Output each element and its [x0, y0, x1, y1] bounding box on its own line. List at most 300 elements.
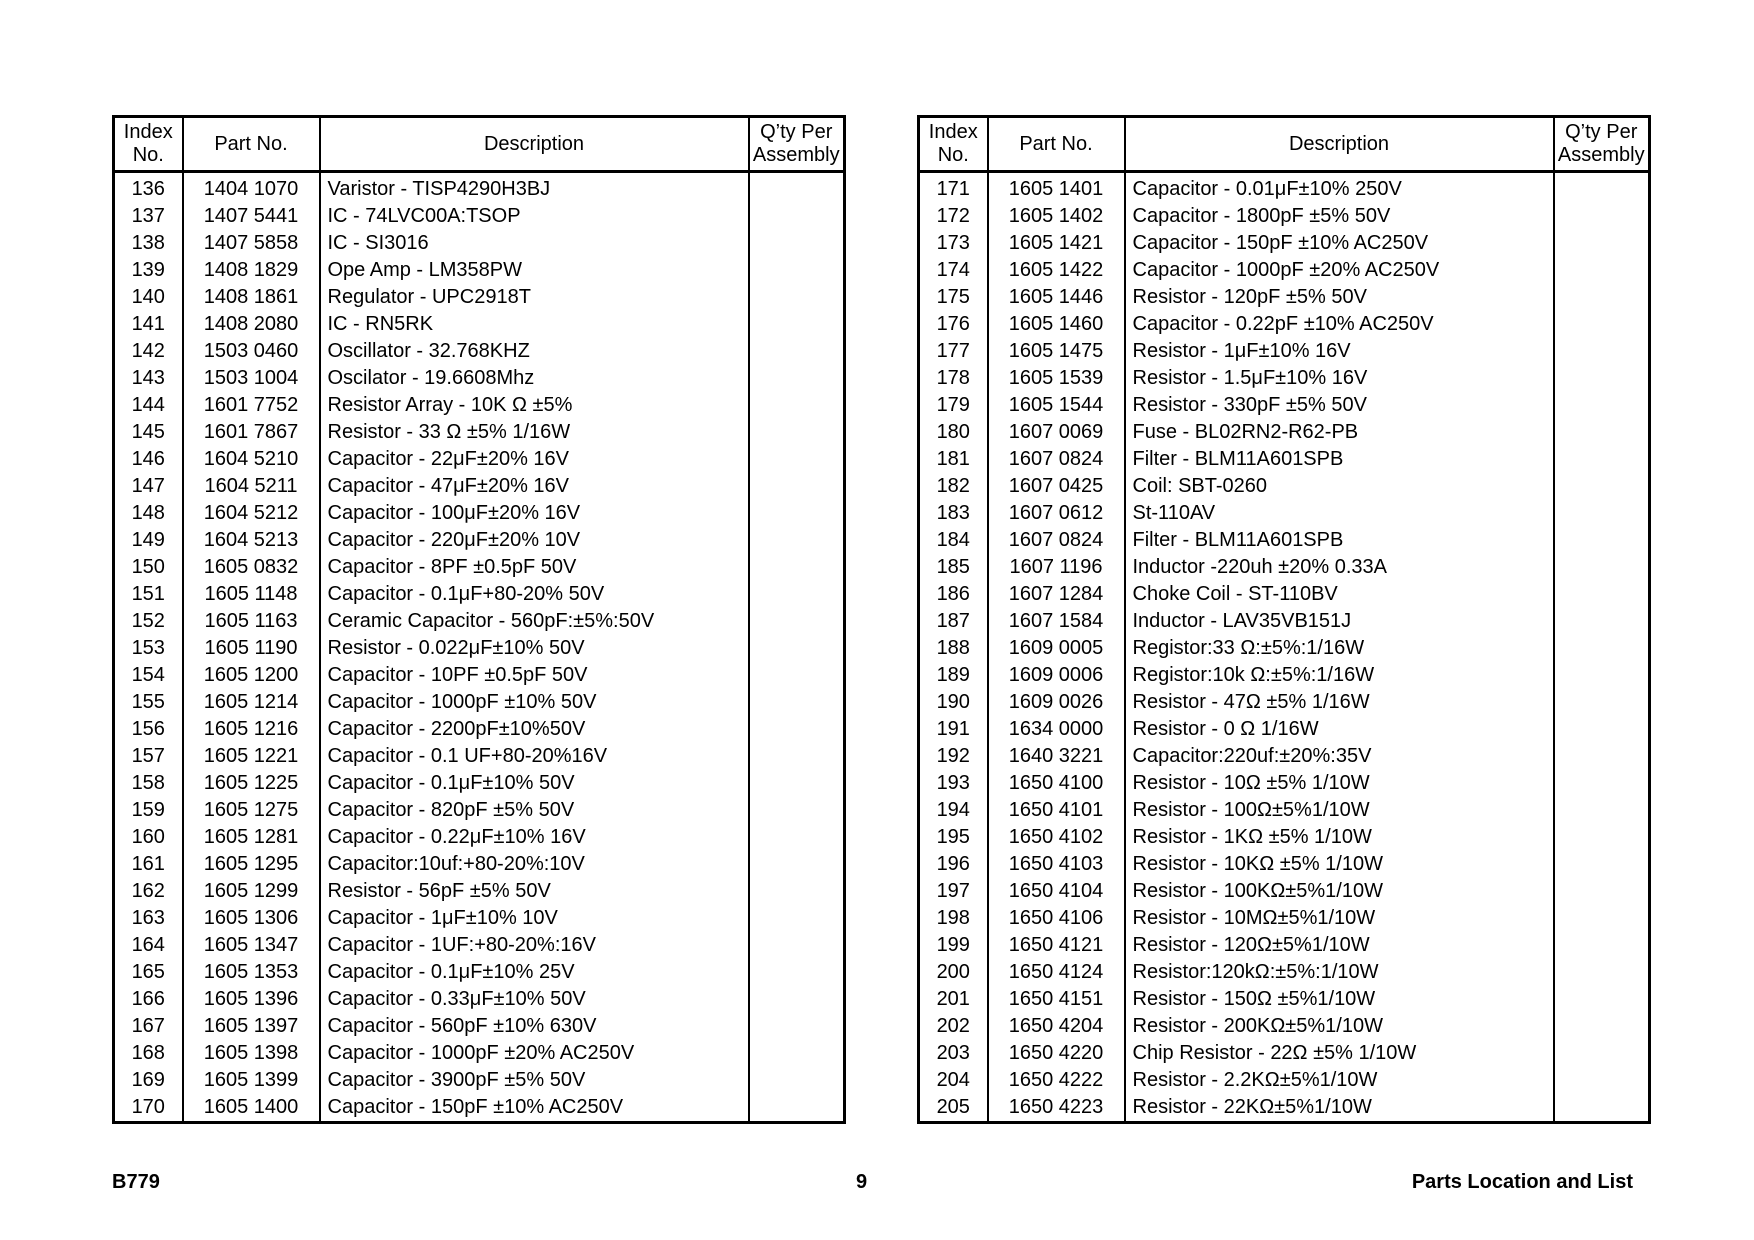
cell-description: Resistor Array - 10K Ω ±5% [320, 392, 749, 419]
cell-qty [749, 959, 845, 986]
cell-part-no: 1609 0026 [988, 689, 1125, 716]
cell-index-no: 168 [114, 1040, 183, 1067]
cell-part-no: 1607 0824 [988, 446, 1125, 473]
cell-qty [1554, 851, 1650, 878]
table-row [114, 172, 845, 204]
table-row [919, 527, 1650, 554]
cell-part-no: 1607 0824 [988, 527, 1125, 554]
cell-description: Capacitor - 3900pF ±5% 50V [320, 1067, 749, 1094]
table-row [114, 527, 845, 554]
table-row [114, 446, 845, 473]
cell-index-no: 155 [114, 689, 183, 716]
cell-qty [1554, 581, 1650, 608]
cell-description: Capacitor - 47μF±20% 16V [320, 473, 749, 500]
cell-description: Capacitor - 0.1μF+80-20% 50V [320, 581, 749, 608]
table-row [114, 878, 845, 905]
cell-description: St-110AV [1125, 500, 1554, 527]
cell-part-no: 1607 0612 [988, 500, 1125, 527]
table-row [114, 1013, 845, 1040]
cell-index-no: 190 [919, 689, 988, 716]
cell-index-no: 179 [919, 392, 988, 419]
cell-part-no: 1605 1214 [183, 689, 320, 716]
cell-part-no: 1605 1398 [183, 1040, 320, 1067]
header-part-no: Part No. [988, 117, 1125, 172]
cell-part-no: 1407 5858 [183, 230, 320, 257]
cell-part-no: 1605 1460 [988, 311, 1125, 338]
cell-description: Resistor:120kΩ:±5%:1/10W [1125, 959, 1554, 986]
cell-index-no: 203 [919, 1040, 988, 1067]
table-row [919, 284, 1650, 311]
cell-description: IC - SI3016 [320, 230, 749, 257]
cell-description: Regulator - UPC2918T [320, 284, 749, 311]
cell-description: IC - 74LVC00A:TSOP [320, 203, 749, 230]
cell-index-no: 182 [919, 473, 988, 500]
cell-part-no: 1503 1004 [183, 365, 320, 392]
cell-description: Ope Amp - LM358PW [320, 257, 749, 284]
cell-part-no: 1607 0069 [988, 419, 1125, 446]
table-header [919, 117, 1650, 172]
cell-index-no: 201 [919, 986, 988, 1013]
cell-description: Resistor - 0 Ω 1/16W [1125, 716, 1554, 743]
cell-index-no: 185 [919, 554, 988, 581]
header-description: Description [320, 117, 749, 172]
cell-index-no: 187 [919, 608, 988, 635]
cell-description: Capacitor - 1000pF ±20% AC250V [1125, 257, 1554, 284]
cell-description: Capacitor - 1000pF ±20% AC250V [320, 1040, 749, 1067]
table-row [114, 1040, 845, 1067]
table-row [114, 770, 845, 797]
table-row [919, 851, 1650, 878]
cell-description: Resistor - 0.022μF±10% 50V [320, 635, 749, 662]
cell-qty [749, 257, 845, 284]
cell-part-no: 1604 5210 [183, 446, 320, 473]
cell-description: Inductor -220uh ±20% 0.33A [1125, 554, 1554, 581]
cell-description: Varistor - TISP4290H3BJ [320, 172, 749, 204]
cell-qty [1554, 905, 1650, 932]
table-body [919, 172, 1650, 1123]
cell-part-no: 1605 1399 [183, 1067, 320, 1094]
cell-description: Registor:10k Ω:±5%:1/16W [1125, 662, 1554, 689]
cell-index-no: 200 [919, 959, 988, 986]
cell-qty [749, 419, 845, 446]
cell-index-no: 176 [919, 311, 988, 338]
cell-index-no: 189 [919, 662, 988, 689]
cell-qty [749, 284, 845, 311]
table-row [919, 419, 1650, 446]
cell-description: Resistor - 10Ω ±5% 1/10W [1125, 770, 1554, 797]
cell-index-no: 145 [114, 419, 183, 446]
cell-part-no: 1605 1190 [183, 635, 320, 662]
cell-part-no: 1650 4220 [988, 1040, 1125, 1067]
cell-qty [1554, 932, 1650, 959]
cell-index-no: 186 [919, 581, 988, 608]
cell-description: Chip Resistor - 22Ω ±5% 1/10W [1125, 1040, 1554, 1067]
cell-qty [749, 635, 845, 662]
cell-description: Capacitor - 0.1 UF+80-20%16V [320, 743, 749, 770]
cell-part-no: 1650 4100 [988, 770, 1125, 797]
cell-part-no: 1650 4204 [988, 1013, 1125, 1040]
table-row [919, 257, 1650, 284]
cell-qty [1554, 662, 1650, 689]
cell-description: IC - RN5RK [320, 311, 749, 338]
cell-description: Resistor - 100Ω±5%1/10W [1125, 797, 1554, 824]
cell-part-no: 1609 0005 [988, 635, 1125, 662]
table-body [114, 172, 845, 1123]
cell-description: Capacitor - 1μF±10% 10V [320, 905, 749, 932]
table-row [919, 905, 1650, 932]
cell-qty [1554, 1094, 1650, 1123]
cell-description: Inductor - LAV35VB151J [1125, 608, 1554, 635]
cell-part-no: 1607 0425 [988, 473, 1125, 500]
table-row [114, 716, 845, 743]
cell-part-no: 1650 4151 [988, 986, 1125, 1013]
cell-description: Capacitor - 820pF ±5% 50V [320, 797, 749, 824]
cell-description: Resistor - 200KΩ±5%1/10W [1125, 1013, 1554, 1040]
cell-qty [749, 689, 845, 716]
cell-description: Coil: SBT-0260 [1125, 473, 1554, 500]
cell-part-no: 1605 1299 [183, 878, 320, 905]
cell-qty [1554, 1013, 1650, 1040]
cell-qty [749, 851, 845, 878]
cell-qty [749, 230, 845, 257]
cell-description: Capacitor:10uf:+80-20%:10V [320, 851, 749, 878]
cell-qty [1554, 959, 1650, 986]
cell-part-no: 1408 1861 [183, 284, 320, 311]
footer-page-number: 9 [856, 1171, 868, 1193]
cell-part-no: 1604 5211 [183, 473, 320, 500]
cell-index-no: 160 [114, 824, 183, 851]
table-row [114, 959, 845, 986]
cell-description: Resistor - 47Ω ±5% 1/16W [1125, 689, 1554, 716]
cell-part-no: 1503 0460 [183, 338, 320, 365]
cell-index-no: 199 [919, 932, 988, 959]
cell-index-no: 153 [114, 635, 183, 662]
cell-index-no: 137 [114, 203, 183, 230]
cell-index-no: 198 [919, 905, 988, 932]
cell-qty [1554, 419, 1650, 446]
cell-part-no: 1605 1163 [183, 608, 320, 635]
header-index-no: Index No. [114, 117, 183, 172]
table-row [114, 689, 845, 716]
cell-description: Capacitor - 220μF±20% 10V [320, 527, 749, 554]
cell-qty [749, 743, 845, 770]
cell-index-no: 151 [114, 581, 183, 608]
cell-part-no: 1607 1584 [988, 608, 1125, 635]
table-row [114, 797, 845, 824]
table-row [114, 311, 845, 338]
cell-description: Filter - BLM11A601SPB [1125, 527, 1554, 554]
cell-index-no: 173 [919, 230, 988, 257]
cell-description: Ceramic Capacitor - 560pF:±5%:50V [320, 608, 749, 635]
cell-qty [1554, 770, 1650, 797]
cell-part-no: 1605 1275 [183, 797, 320, 824]
table-row [114, 932, 845, 959]
cell-qty [749, 446, 845, 473]
cell-part-no: 1605 1148 [183, 581, 320, 608]
cell-part-no: 1605 1401 [988, 172, 1125, 204]
cell-description: Oscilator - 19.6608Mhz [320, 365, 749, 392]
table-row [114, 392, 845, 419]
cell-part-no: 1650 4222 [988, 1067, 1125, 1094]
cell-description: Resistor - 120Ω±5%1/10W [1125, 932, 1554, 959]
cell-description: Resistor - 56pF ±5% 50V [320, 878, 749, 905]
cell-qty [749, 527, 845, 554]
cell-index-no: 152 [114, 608, 183, 635]
cell-qty [749, 932, 845, 959]
cell-part-no: 1605 1353 [183, 959, 320, 986]
cell-qty [749, 986, 845, 1013]
cell-index-no: 177 [919, 338, 988, 365]
table-row [114, 635, 845, 662]
cell-part-no: 1650 4124 [988, 959, 1125, 986]
cell-qty [1554, 473, 1650, 500]
table-row [919, 986, 1650, 1013]
parts-table-left [112, 115, 846, 1124]
cell-part-no: 1605 1422 [988, 257, 1125, 284]
table-row [919, 554, 1650, 581]
cell-description: Resistor - 22KΩ±5%1/10W [1125, 1094, 1554, 1123]
cell-description: Capacitor - 0.1μF±10% 50V [320, 770, 749, 797]
cell-qty [749, 203, 845, 230]
table-row [114, 851, 845, 878]
cell-description: Resistor - 1KΩ ±5% 1/10W [1125, 824, 1554, 851]
cell-index-no: 143 [114, 365, 183, 392]
cell-description: Capacitor - 150pF ±10% AC250V [320, 1094, 749, 1123]
cell-description: Resistor - 33 Ω ±5% 1/16W [320, 419, 749, 446]
cell-qty [749, 1040, 845, 1067]
table-row [919, 689, 1650, 716]
table-row [919, 743, 1650, 770]
table-row [919, 635, 1650, 662]
cell-description: Capacitor - 100μF±20% 16V [320, 500, 749, 527]
table-row [114, 1094, 845, 1123]
header-qty: Q’ty Per Assembly [1554, 117, 1650, 172]
cell-qty [1554, 986, 1650, 1013]
cell-index-no: 197 [919, 878, 988, 905]
table-row [919, 1067, 1650, 1094]
parts-table-right [917, 115, 1651, 1124]
cell-part-no: 1605 1281 [183, 824, 320, 851]
cell-part-no: 1607 1196 [988, 554, 1125, 581]
cell-qty [1554, 554, 1650, 581]
table-row [919, 365, 1650, 392]
cell-index-no: 196 [919, 851, 988, 878]
cell-qty [1554, 824, 1650, 851]
cell-index-no: 166 [114, 986, 183, 1013]
cell-part-no: 1650 4106 [988, 905, 1125, 932]
table-row [114, 662, 845, 689]
cell-index-no: 181 [919, 446, 988, 473]
cell-index-no: 195 [919, 824, 988, 851]
cell-qty [1554, 716, 1650, 743]
footer-section-title: Parts Location and List [1411, 1171, 1633, 1193]
cell-qty [1554, 392, 1650, 419]
cell-qty [749, 554, 845, 581]
cell-qty [1554, 527, 1650, 554]
cell-qty [1554, 608, 1650, 635]
cell-qty [1554, 257, 1650, 284]
table-row [919, 172, 1650, 204]
cell-qty [749, 311, 845, 338]
table-header [114, 117, 845, 172]
cell-part-no: 1650 4104 [988, 878, 1125, 905]
cell-part-no: 1601 7752 [183, 392, 320, 419]
cell-description: Capacitor - 0.01μF±10% 250V [1125, 172, 1554, 204]
cell-index-no: 161 [114, 851, 183, 878]
header-part-no: Part No. [183, 117, 320, 172]
footer-model: B779 [112, 1171, 160, 1193]
cell-index-no: 175 [919, 284, 988, 311]
table-row [919, 446, 1650, 473]
table-row [919, 1013, 1650, 1040]
cell-index-no: 193 [919, 770, 988, 797]
cell-index-no: 163 [114, 905, 183, 932]
table-row [919, 230, 1650, 257]
table-row [919, 473, 1650, 500]
table-row [919, 338, 1650, 365]
table-row [114, 230, 845, 257]
cell-index-no: 169 [114, 1067, 183, 1094]
table-row [114, 986, 845, 1013]
header-index-no: Index No. [919, 117, 988, 172]
cell-part-no: 1650 4101 [988, 797, 1125, 824]
cell-description: Capacitor - 1000pF ±10% 50V [320, 689, 749, 716]
cell-part-no: 1605 1397 [183, 1013, 320, 1040]
cell-part-no: 1404 1070 [183, 172, 320, 204]
cell-index-no: 156 [114, 716, 183, 743]
cell-index-no: 188 [919, 635, 988, 662]
table-row [114, 365, 845, 392]
cell-index-no: 202 [919, 1013, 988, 1040]
table-row [919, 932, 1650, 959]
cell-part-no: 1605 1421 [988, 230, 1125, 257]
cell-index-no: 205 [919, 1094, 988, 1123]
table-row [919, 878, 1650, 905]
table-row [919, 203, 1650, 230]
cell-index-no: 170 [114, 1094, 183, 1123]
cell-part-no: 1605 1200 [183, 662, 320, 689]
cell-qty [1554, 203, 1650, 230]
cell-qty [749, 473, 845, 500]
cell-index-no: 139 [114, 257, 183, 284]
cell-part-no: 1650 4223 [988, 1094, 1125, 1123]
cell-part-no: 1605 1216 [183, 716, 320, 743]
table-row [919, 716, 1650, 743]
cell-part-no: 1650 4102 [988, 824, 1125, 851]
table-row [114, 554, 845, 581]
cell-description: Filter - BLM11A601SPB [1125, 446, 1554, 473]
cell-part-no: 1605 1225 [183, 770, 320, 797]
cell-index-no: 144 [114, 392, 183, 419]
cell-index-no: 167 [114, 1013, 183, 1040]
cell-description: Resistor - 2.2KΩ±5%1/10W [1125, 1067, 1554, 1094]
cell-index-no: 165 [114, 959, 183, 986]
cell-part-no: 1604 5212 [183, 500, 320, 527]
cell-description: Resistor - 150Ω ±5%1/10W [1125, 986, 1554, 1013]
cell-description: Resistor - 10MΩ±5%1/10W [1125, 905, 1554, 932]
cell-qty [749, 662, 845, 689]
cell-description: Capacitor:220uf:±20%:35V [1125, 743, 1554, 770]
cell-qty [1554, 284, 1650, 311]
table-row [919, 959, 1650, 986]
cell-part-no: 1605 1221 [183, 743, 320, 770]
table-row [114, 824, 845, 851]
cell-part-no: 1605 1544 [988, 392, 1125, 419]
cell-qty [1554, 1067, 1650, 1094]
cell-index-no: 150 [114, 554, 183, 581]
cell-index-no: 157 [114, 743, 183, 770]
cell-description: Resistor - 100KΩ±5%1/10W [1125, 878, 1554, 905]
cell-part-no: 1650 4121 [988, 932, 1125, 959]
cell-qty [1554, 1040, 1650, 1067]
cell-index-no: 194 [919, 797, 988, 824]
cell-index-no: 140 [114, 284, 183, 311]
cell-part-no: 1605 0832 [183, 554, 320, 581]
cell-description: Resistor - 1.5μF±10% 16V [1125, 365, 1554, 392]
cell-description: Capacitor - 0.1μF±10% 25V [320, 959, 749, 986]
cell-index-no: 183 [919, 500, 988, 527]
cell-index-no: 138 [114, 230, 183, 257]
cell-qty [1554, 878, 1650, 905]
table-row [919, 797, 1650, 824]
cell-qty [749, 608, 845, 635]
cell-part-no: 1601 7867 [183, 419, 320, 446]
cell-description: Capacitor - 10PF ±0.5pF 50V [320, 662, 749, 689]
cell-description: Capacitor - 1800pF ±5% 50V [1125, 203, 1554, 230]
cell-qty [1554, 689, 1650, 716]
table-row [114, 743, 845, 770]
cell-qty [1554, 797, 1650, 824]
table-row [114, 608, 845, 635]
cell-description: Capacitor - 22μF±20% 16V [320, 446, 749, 473]
cell-qty [749, 716, 845, 743]
cell-qty [1554, 338, 1650, 365]
cell-qty [749, 905, 845, 932]
cell-qty [1554, 172, 1650, 204]
header-qty: Q’ty Per Assembly [749, 117, 845, 172]
cell-part-no: 1605 1295 [183, 851, 320, 878]
cell-description: Capacitor - 0.33μF±10% 50V [320, 986, 749, 1013]
cell-part-no: 1607 1284 [988, 581, 1125, 608]
table-row [919, 392, 1650, 419]
cell-qty [749, 365, 845, 392]
table-row [919, 608, 1650, 635]
cell-index-no: 174 [919, 257, 988, 284]
table-row [919, 311, 1650, 338]
table-row [114, 1067, 845, 1094]
table-row [114, 284, 845, 311]
cell-description: Oscillator - 32.768KHZ [320, 338, 749, 365]
cell-qty [1554, 446, 1650, 473]
cell-qty [1554, 635, 1650, 662]
cell-index-no: 154 [114, 662, 183, 689]
cell-qty [749, 797, 845, 824]
cell-qty [749, 392, 845, 419]
cell-description: Choke Coil - ST-110BV [1125, 581, 1554, 608]
cell-part-no: 1634 0000 [988, 716, 1125, 743]
table-row [114, 581, 845, 608]
cell-index-no: 136 [114, 172, 183, 204]
cell-qty [1554, 230, 1650, 257]
cell-qty [749, 338, 845, 365]
cell-qty [749, 824, 845, 851]
cell-index-no: 164 [114, 932, 183, 959]
cell-qty [1554, 743, 1650, 770]
cell-index-no: 158 [114, 770, 183, 797]
cell-description: Resistor - 1μF±10% 16V [1125, 338, 1554, 365]
cell-qty [749, 172, 845, 204]
cell-part-no: 1605 1306 [183, 905, 320, 932]
